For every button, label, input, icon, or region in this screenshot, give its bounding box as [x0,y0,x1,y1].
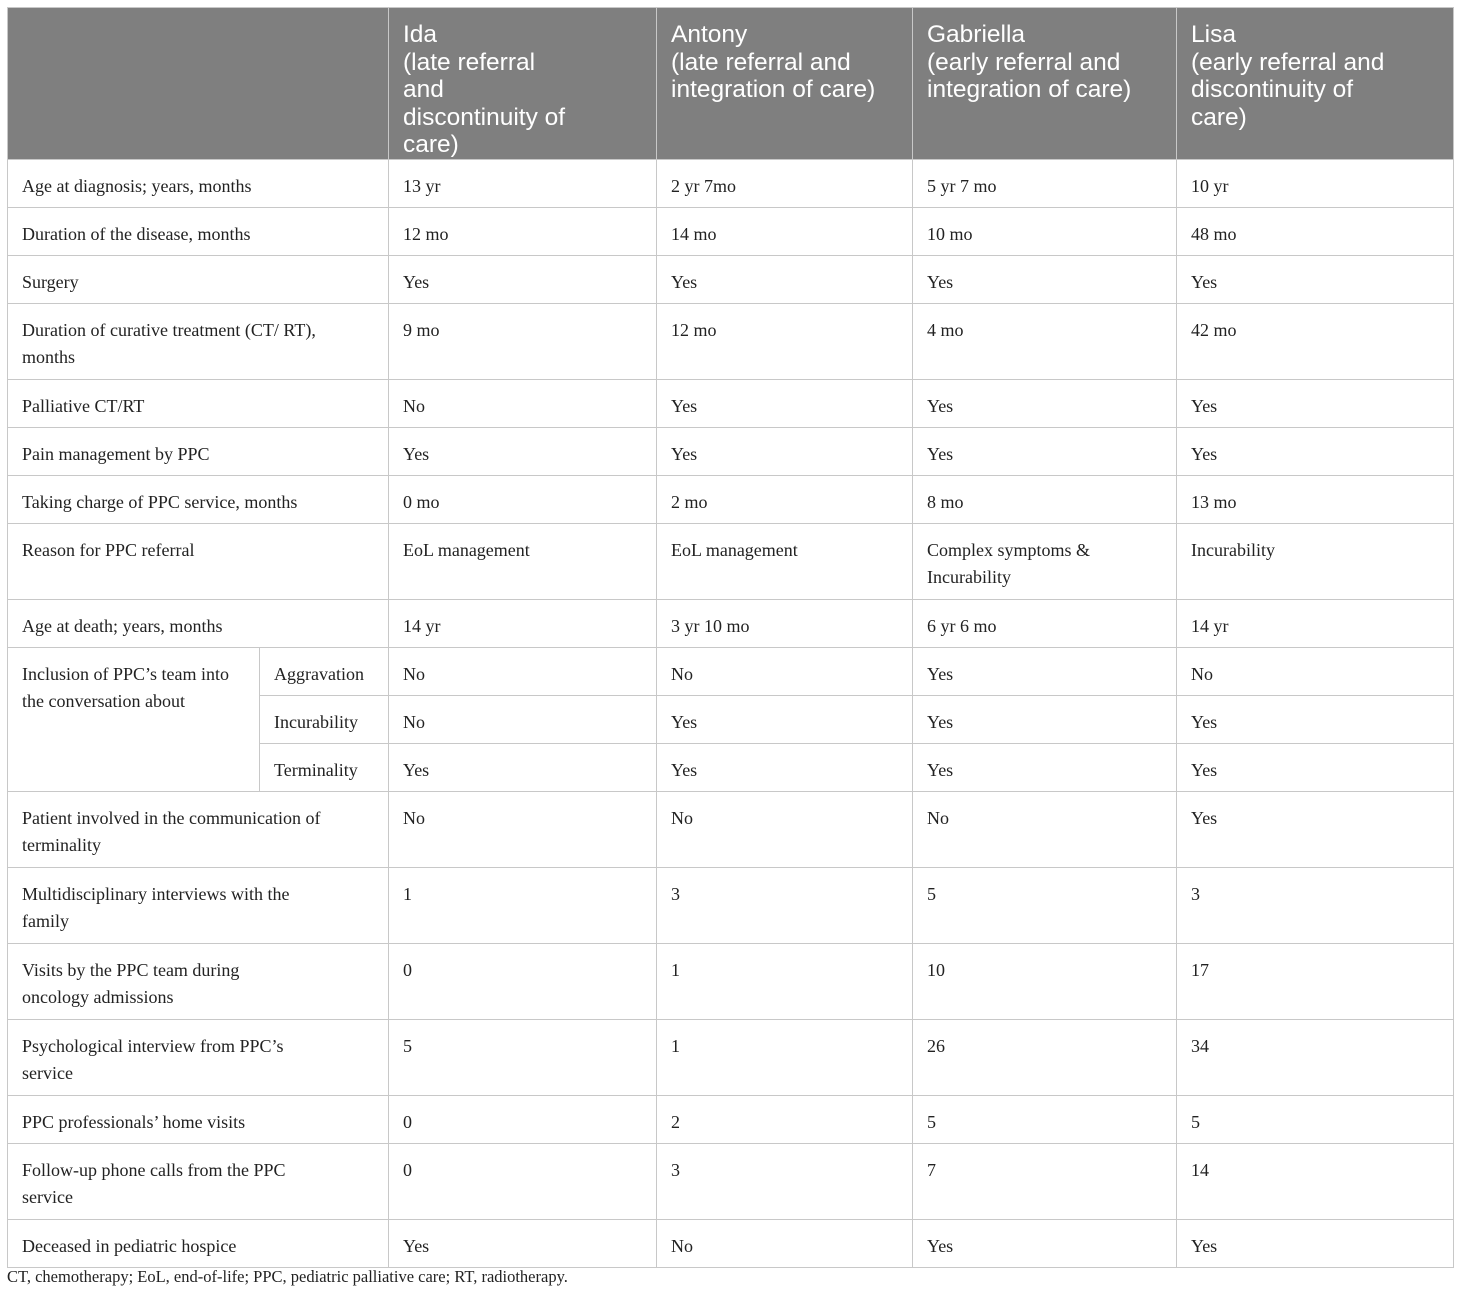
header-antony [657,8,913,160]
cell-gabriella: Complex symptoms & Incurability [913,523,1177,599]
header-antony-name: Antony [671,21,748,48]
cell-ida: No [389,791,657,867]
table-row [8,1219,1454,1267]
cell-lisa: Yes [1177,379,1454,427]
cell-antony: Yes [657,255,913,303]
cell-antony: 2 [657,1095,913,1143]
row-label: Deceased in pediatric hospice [8,1219,389,1267]
row-label: Visits by the PPC team during oncology admissions [8,943,389,1019]
cell-antony: Yes [657,427,913,475]
header-ida [389,8,657,160]
cell-antony: No [657,791,913,867]
cell-gabriella: 8 mo [913,475,1177,523]
table-row [8,943,1454,1019]
cell-gabriella: Yes [913,427,1177,475]
cell-gabriella: 5 [913,1095,1177,1143]
table-row [8,475,1454,523]
cell-lisa: No [1177,647,1454,695]
row-label: Surgery [8,255,389,303]
cell-lisa: 14 yr [1177,599,1454,647]
cell-ida: No [389,695,657,743]
row-label: Age at death; years, months [8,599,389,647]
cell-lisa: Yes [1177,1219,1454,1267]
header-gabriella-note: (early referral and integration of care) [927,48,1132,103]
cell-ida: 13 yr [389,159,657,207]
cell-gabriella: Yes [913,1219,1177,1267]
table-row [8,159,1454,207]
header-row [8,8,1454,160]
cell-lisa: 5 [1177,1095,1454,1143]
table-footnote: CT, chemotherapy; EoL, end-of-life; PPC, pediatric palliative care; RT, radiotherapy. [7,1267,568,1286]
cell-antony: 3 yr 10 mo [657,599,913,647]
table-row [8,207,1454,255]
cell-gabriella: Yes [913,743,1177,791]
cell-antony: 3 [657,867,913,943]
cell-ida: 0 [389,943,657,1019]
table-row [8,303,1454,379]
cell-gabriella: No [913,791,1177,867]
cell-ida: No [389,379,657,427]
header-antony-note: (late referral and integration of care) [671,48,876,103]
cell-gabriella: Yes [913,695,1177,743]
cell-lisa: 13 mo [1177,475,1454,523]
row-label: Follow-up phone calls from the PPC service [8,1143,389,1219]
cell-antony: 14 mo [657,207,913,255]
cell-lisa: 34 [1177,1019,1454,1095]
header-lisa [1177,8,1454,160]
table-row [8,1095,1454,1143]
cell-antony: EoL management [657,523,913,599]
row-label: Age at diagnosis; years, months [8,159,389,207]
table-row [8,647,1454,695]
cell-lisa: Yes [1177,695,1454,743]
cell-gabriella: 26 [913,1019,1177,1095]
row-label: Pain management by PPC [8,427,389,475]
cell-gabriella: 10 [913,943,1177,1019]
cell-gabriella: 7 [913,1143,1177,1219]
cell-antony: No [657,1219,913,1267]
table-row [8,255,1454,303]
row-label: Psychological interview from PPC’s service [8,1019,389,1095]
header-gabriella [913,8,1177,160]
cell-antony: Yes [657,743,913,791]
row-label: Duration of curative treatment (CT/ RT), months [8,303,389,379]
header-lisa-note: (early referral and discontinuity of care) [1191,48,1385,131]
cell-lisa: 3 [1177,867,1454,943]
cell-antony: No [657,647,913,695]
row-label: Reason for PPC referral [8,523,389,599]
header-ida-name: Ida [403,21,438,48]
cell-antony: 2 mo [657,475,913,523]
subrow-label: Aggravation [260,647,389,695]
cell-ida: 9 mo [389,303,657,379]
subrow-label: Incurability [260,695,389,743]
cell-ida: 5 [389,1019,657,1095]
cell-ida: 0 [389,1095,657,1143]
cell-lisa: 48 mo [1177,207,1454,255]
header-ida-note: (late referral and discontinuity of care) [403,48,566,158]
cell-antony: 3 [657,1143,913,1219]
row-label: Palliative CT/RT [8,379,389,427]
cell-antony: Yes [657,695,913,743]
cell-lisa: Yes [1177,255,1454,303]
row-label: Patient involved in the communication of terminality [8,791,389,867]
cell-ida: 0 [389,1143,657,1219]
header-gabriella-name: Gabriella [927,21,1026,48]
table-row [8,523,1454,599]
cell-antony: 2 yr 7mo [657,159,913,207]
cell-ida: Yes [389,427,657,475]
row-label: Multidisciplinary interviews with the family [8,867,389,943]
cell-gabriella: 4 mo [913,303,1177,379]
table-row [8,1019,1454,1095]
inclusion-label: Inclusion of PPC’s team into the conversation about [8,647,260,791]
cell-antony: 1 [657,1019,913,1095]
cell-lisa: Yes [1177,791,1454,867]
table-row [8,599,1454,647]
table-row [8,791,1454,867]
cell-lisa: 10 yr [1177,159,1454,207]
cell-antony: Yes [657,379,913,427]
cell-ida: Yes [389,743,657,791]
subrow-label: Terminality [260,743,389,791]
cell-gabriella: Yes [913,255,1177,303]
row-label: PPC professionals’ home visits [8,1095,389,1143]
cell-antony: 12 mo [657,303,913,379]
header-corner [8,8,389,160]
cell-ida: 12 mo [389,207,657,255]
table-row [8,379,1454,427]
cell-lisa: Yes [1177,427,1454,475]
cell-ida: Yes [389,255,657,303]
cell-ida: Yes [389,1219,657,1267]
cell-gabriella: 10 mo [913,207,1177,255]
table-row [8,427,1454,475]
cell-lisa: Yes [1177,743,1454,791]
row-label: Duration of the disease, months [8,207,389,255]
row-label: Taking charge of PPC service, months [8,475,389,523]
cell-gabriella: 5 yr 7 mo [913,159,1177,207]
cell-lisa: 42 mo [1177,303,1454,379]
table-row [8,867,1454,943]
cell-ida: 1 [389,867,657,943]
cell-lisa: 14 [1177,1143,1454,1219]
cell-gabriella: Yes [913,647,1177,695]
cell-antony: 1 [657,943,913,1019]
cell-ida: 0 mo [389,475,657,523]
table-row [8,1143,1454,1219]
header-lisa-name: Lisa [1191,21,1236,48]
case-comparison-table [7,7,1454,1268]
cell-gabriella: 6 yr 6 mo [913,599,1177,647]
cell-lisa: Incurability [1177,523,1454,599]
cell-ida: EoL management [389,523,657,599]
cell-gabriella: 5 [913,867,1177,943]
cell-ida: 14 yr [389,599,657,647]
cell-gabriella: Yes [913,379,1177,427]
cell-ida: No [389,647,657,695]
cell-lisa: 17 [1177,943,1454,1019]
